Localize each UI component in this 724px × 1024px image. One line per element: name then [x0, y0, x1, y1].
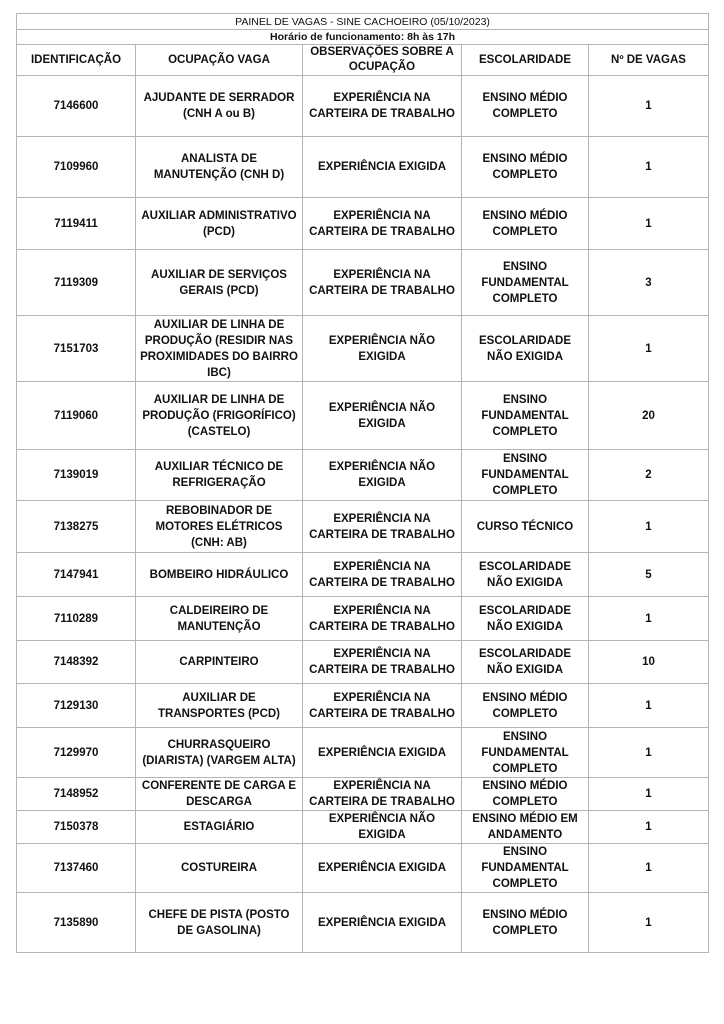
- cell-observacoes: EXPERIÊNCIA NA CARTEIRA DE TRABALHO: [303, 778, 462, 811]
- cell-observacoes: EXPERIÊNCIA EXIGIDA: [303, 893, 462, 953]
- table-row: [17, 641, 709, 684]
- cell-escolaridade: ENSINO MÉDIO EM ANDAMENTO: [462, 811, 589, 844]
- cell-identificacao: 7150378: [17, 811, 136, 844]
- cell-vagas: 2: [589, 450, 709, 501]
- table-row: [17, 553, 709, 597]
- table-row: [17, 382, 709, 450]
- cell-ocupacao: BOMBEIRO HIDRÁULICO: [136, 553, 303, 597]
- cell-observacoes: EXPERIÊNCIA NÃO EXIGIDA: [303, 316, 462, 382]
- table-row: [17, 137, 709, 198]
- table-row: [17, 811, 709, 844]
- cell-ocupacao: COSTUREIRA: [136, 844, 303, 893]
- cell-identificacao: 7148392: [17, 641, 136, 684]
- column-header-vagas: Nº DE VAGAS: [589, 45, 709, 76]
- panel-title: PAINEL DE VAGAS - SINE CACHOEIRO (05/10/2023): [17, 14, 709, 30]
- cell-escolaridade: ENSINO MÉDIO COMPLETO: [462, 137, 589, 198]
- table-row: [17, 450, 709, 501]
- table-row: [17, 728, 709, 778]
- cell-vagas: 1: [589, 684, 709, 728]
- table-row: [17, 501, 709, 553]
- table-row: [17, 778, 709, 811]
- cell-vagas: 1: [589, 728, 709, 778]
- table-body: [17, 76, 709, 953]
- column-header-identificacao: IDENTIFICAÇÃO: [17, 45, 136, 76]
- cell-ocupacao: ESTAGIÁRIO: [136, 811, 303, 844]
- cell-escolaridade: ENSINO FUNDAMENTAL COMPLETO: [462, 382, 589, 450]
- cell-identificacao: 7147941: [17, 553, 136, 597]
- cell-vagas: 10: [589, 641, 709, 684]
- cell-vagas: 1: [589, 811, 709, 844]
- cell-escolaridade: ENSINO FUNDAMENTAL COMPLETO: [462, 844, 589, 893]
- cell-observacoes: EXPERIÊNCIA NÃO EXIGIDA: [303, 811, 462, 844]
- cell-identificacao: 7151703: [17, 316, 136, 382]
- table-row: [17, 76, 709, 137]
- cell-observacoes: EXPERIÊNCIA NA CARTEIRA DE TRABALHO: [303, 641, 462, 684]
- cell-ocupacao: AUXILIAR ADMINISTRATIVO (PCD): [136, 198, 303, 250]
- cell-escolaridade: ENSINO MÉDIO COMPLETO: [462, 684, 589, 728]
- table-row: [17, 198, 709, 250]
- cell-identificacao: 7110289: [17, 597, 136, 641]
- cell-escolaridade: ENSINO FUNDAMENTAL COMPLETO: [462, 450, 589, 501]
- cell-observacoes: EXPERIÊNCIA NA CARTEIRA DE TRABALHO: [303, 501, 462, 553]
- cell-identificacao: 7129130: [17, 684, 136, 728]
- cell-escolaridade: ENSINO MÉDIO COMPLETO: [462, 198, 589, 250]
- cell-identificacao: 7139019: [17, 450, 136, 501]
- cell-vagas: 1: [589, 198, 709, 250]
- cell-ocupacao: AJUDANTE DE SERRADOR (CNH A ou B): [136, 76, 303, 137]
- cell-identificacao: 7109960: [17, 137, 136, 198]
- cell-ocupacao: CALDEIREIRO DE MANUTENÇÃO: [136, 597, 303, 641]
- cell-ocupacao: CHEFE DE PISTA (POSTO DE GASOLINA): [136, 893, 303, 953]
- cell-ocupacao: CONFERENTE DE CARGA E DESCARGA: [136, 778, 303, 811]
- cell-ocupacao: AUXILIAR DE LINHA DE PRODUÇÃO (RESIDIR NAS PROXIMIDADES DO BAIRRO IBC): [136, 316, 303, 382]
- cell-identificacao: 7119309: [17, 250, 136, 316]
- cell-identificacao: 7137460: [17, 844, 136, 893]
- cell-observacoes: EXPERIÊNCIA NA CARTEIRA DE TRABALHO: [303, 76, 462, 137]
- cell-vagas: 1: [589, 76, 709, 137]
- column-header-observacoes: OBSERVAÇÕES SOBRE A OCUPAÇÃO: [303, 45, 462, 76]
- cell-escolaridade: ESCOLARIDADE NÃO EXIGIDA: [462, 641, 589, 684]
- cell-vagas: 3: [589, 250, 709, 316]
- cell-escolaridade: ESCOLARIDADE NÃO EXIGIDA: [462, 316, 589, 382]
- cell-identificacao: 7119060: [17, 382, 136, 450]
- cell-observacoes: EXPERIÊNCIA NA CARTEIRA DE TRABALHO: [303, 553, 462, 597]
- cell-observacoes: EXPERIÊNCIA EXIGIDA: [303, 844, 462, 893]
- cell-ocupacao: REBOBINADOR DE MOTORES ELÉTRICOS (CNH: AB): [136, 501, 303, 553]
- table-row: [17, 844, 709, 893]
- cell-escolaridade: ESCOLARIDADE NÃO EXIGIDA: [462, 597, 589, 641]
- table-row: [17, 597, 709, 641]
- cell-vagas: 1: [589, 597, 709, 641]
- cell-observacoes: EXPERIÊNCIA NA CARTEIRA DE TRABALHO: [303, 250, 462, 316]
- cell-vagas: 5: [589, 553, 709, 597]
- cell-observacoes: EXPERIÊNCIA NA CARTEIRA DE TRABALHO: [303, 597, 462, 641]
- cell-escolaridade: ENSINO MÉDIO COMPLETO: [462, 893, 589, 953]
- job-vacancy-table: [16, 13, 709, 953]
- cell-vagas: 1: [589, 778, 709, 811]
- cell-escolaridade: ENSINO FUNDAMENTAL COMPLETO: [462, 250, 589, 316]
- job-panel-sheet: [16, 13, 708, 953]
- cell-vagas: 1: [589, 501, 709, 553]
- opening-hours: Horário de funcionamento: 8h às 17h: [17, 30, 709, 45]
- cell-identificacao: 7146600: [17, 76, 136, 137]
- cell-identificacao: 7135890: [17, 893, 136, 953]
- cell-observacoes: EXPERIÊNCIA EXIGIDA: [303, 728, 462, 778]
- cell-identificacao: 7119411: [17, 198, 136, 250]
- cell-identificacao: 7148952: [17, 778, 136, 811]
- cell-ocupacao: AUXILIAR TÉCNICO DE REFRIGERAÇÃO: [136, 450, 303, 501]
- cell-observacoes: EXPERIÊNCIA NÃO EXIGIDA: [303, 450, 462, 501]
- table-row: [17, 250, 709, 316]
- cell-ocupacao: AUXILIAR DE TRANSPORTES (PCD): [136, 684, 303, 728]
- cell-vagas: 1: [589, 316, 709, 382]
- cell-identificacao: 7138275: [17, 501, 136, 553]
- cell-escolaridade: ENSINO MÉDIO COMPLETO: [462, 778, 589, 811]
- cell-ocupacao: AUXILIAR DE LINHA DE PRODUÇÃO (FRIGORÍFICO) (CASTELO): [136, 382, 303, 450]
- column-header-ocupacao: OCUPAÇÃO VAGA: [136, 45, 303, 76]
- column-header-escolaridade: ESCOLARIDADE: [462, 45, 589, 76]
- cell-escolaridade: ESCOLARIDADE NÃO EXIGIDA: [462, 553, 589, 597]
- cell-observacoes: EXPERIÊNCIA NA CARTEIRA DE TRABALHO: [303, 684, 462, 728]
- cell-identificacao: 7129970: [17, 728, 136, 778]
- cell-ocupacao: CARPINTEIRO: [136, 641, 303, 684]
- cell-vagas: 1: [589, 844, 709, 893]
- cell-vagas: 1: [589, 893, 709, 953]
- cell-ocupacao: ANALISTA DE MANUTENÇÃO (CNH D): [136, 137, 303, 198]
- cell-vagas: 20: [589, 382, 709, 450]
- cell-escolaridade: CURSO TÉCNICO: [462, 501, 589, 553]
- cell-escolaridade: ENSINO FUNDAMENTAL COMPLETO: [462, 728, 589, 778]
- cell-ocupacao: CHURRASQUEIRO (DIARISTA) (VARGEM ALTA): [136, 728, 303, 778]
- cell-escolaridade: ENSINO MÉDIO COMPLETO: [462, 76, 589, 137]
- table-row: [17, 316, 709, 382]
- cell-ocupacao: AUXILIAR DE SERVIÇOS GERAIS (PCD): [136, 250, 303, 316]
- cell-observacoes: EXPERIÊNCIA EXIGIDA: [303, 137, 462, 198]
- cell-observacoes: EXPERIÊNCIA NA CARTEIRA DE TRABALHO: [303, 198, 462, 250]
- table-row: [17, 684, 709, 728]
- cell-vagas: 1: [589, 137, 709, 198]
- table-row: [17, 893, 709, 953]
- cell-observacoes: EXPERIÊNCIA NÃO EXIGIDA: [303, 382, 462, 450]
